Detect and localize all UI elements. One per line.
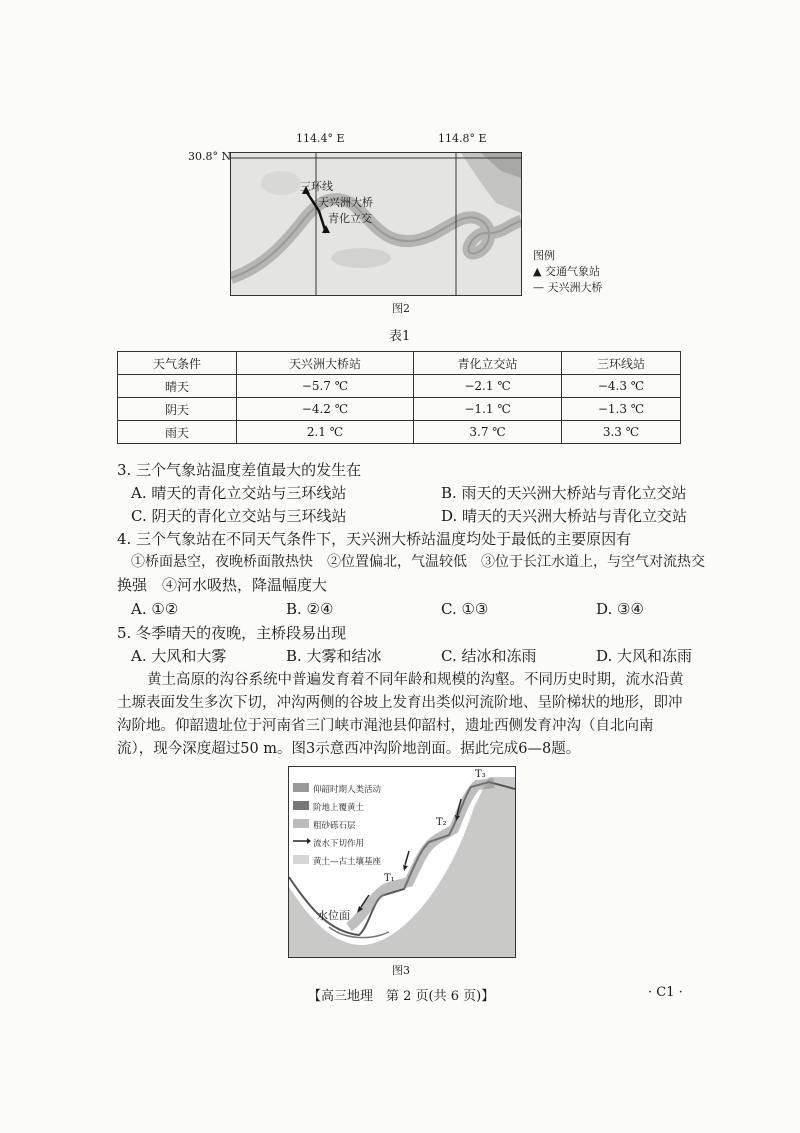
q5-option-b: B. 大雾和结冰 bbox=[286, 647, 382, 665]
q4-option-b: B. ②④ bbox=[286, 600, 334, 618]
table-cell: 阴天 bbox=[118, 398, 237, 421]
terrace-t1-label: T₁ bbox=[384, 873, 395, 884]
q5-option-d: D. 大风和冻雨 bbox=[596, 647, 693, 665]
table-cell: −1.3 ℃ bbox=[562, 398, 681, 421]
lon-label-2: 114.8° E bbox=[438, 132, 487, 145]
q5-stem: 5. 冬季晴天的夜晚，主桥段易出现 bbox=[117, 624, 347, 642]
table-row bbox=[118, 421, 681, 444]
table-cell: 晴天 bbox=[118, 375, 237, 398]
table-cell: −2.1 ℃ bbox=[414, 375, 562, 398]
figure2-legend bbox=[533, 248, 603, 296]
passage-text: 黄土高原的沟谷系统中普遍发育着不同年龄和规模的沟壑。不同历史时期，流水沿黄土塬表面发生多次下切，冲沟两侧的谷坡上发育出类似河流阶地、呈阶梯状的地形，即冲沟阶地。仰韶遗址位于河南省三门峡市渑池县仰韶村，遗址西侧发育冲沟（自北向南流），现今深度超过50 m。图3示意西冲沟阶地剖面。据此完成6—8题。 bbox=[117, 672, 684, 757]
legend-item: 仰韶时期人类活动 bbox=[313, 785, 382, 795]
figure3-legend bbox=[313, 781, 381, 871]
label-qinghua: 青化立交 bbox=[328, 212, 372, 225]
table-header-cell: 天兴洲大桥站 bbox=[236, 352, 413, 375]
label-tianxingzhou: 天兴洲大桥 bbox=[318, 196, 373, 209]
q4-option-d: D. ③④ bbox=[596, 600, 644, 618]
triangle-icon: ▲ bbox=[533, 265, 542, 278]
q4-line1: ①桥面悬空，夜晚桥面散热快 ②位置偏北，气温较低 ③位于长江水道上，与空气对流热交 bbox=[131, 554, 705, 570]
legend-item: 阶地上覆黄土 bbox=[313, 803, 365, 813]
q4-option-c: C. ①③ bbox=[441, 600, 489, 618]
table-header-row bbox=[118, 352, 681, 375]
legend-bridge-label: 天兴洲大桥 bbox=[547, 281, 603, 294]
q3-option-c: C. 阴天的青化立交站与三环线站 bbox=[131, 507, 347, 525]
table-header-cell: 青化立交站 bbox=[414, 352, 562, 375]
q4-option-a: A. ①② bbox=[131, 600, 179, 618]
table-cell: −4.2 ℃ bbox=[236, 398, 413, 421]
page-code: · C1 · bbox=[648, 985, 683, 1000]
q3-option-a: A. 晴天的青化立交站与三环线站 bbox=[131, 484, 347, 502]
table-cell: 2.1 ℃ bbox=[236, 421, 413, 444]
lon-label-1: 114.4° E bbox=[296, 132, 345, 145]
map-terrain bbox=[231, 153, 521, 295]
legend-item: 流水下切作用 bbox=[313, 839, 365, 849]
weather-table bbox=[117, 351, 681, 444]
table-row bbox=[118, 398, 681, 421]
figure3-caption: 图3 bbox=[392, 964, 410, 977]
table-header-cell: 三环线站 bbox=[562, 352, 681, 375]
water-level-label: 水位面 bbox=[317, 909, 350, 922]
q4-stem: 4. 三个气象站在不同天气条件下，天兴洲大桥站温度均处于最低的主要原因有 bbox=[117, 530, 632, 548]
legend-station-label: 交通气象站 bbox=[544, 265, 600, 278]
table-cell: 3.7 ℃ bbox=[414, 421, 562, 444]
legend-item: 黄土—古土壤基座 bbox=[313, 857, 382, 867]
table-cell: 雨天 bbox=[118, 421, 237, 444]
label-sanhuan: 三环线 bbox=[300, 180, 333, 193]
q5-option-c: C. 结冰和冻雨 bbox=[441, 647, 537, 665]
q3-option-b: B. 雨天的天兴洲大桥站与青化立交站 bbox=[441, 484, 687, 502]
q3-stem: 3. 三个气象站温度差值最大的发生在 bbox=[117, 461, 362, 479]
legend-station-row bbox=[533, 264, 603, 280]
terrace-t3-label: T₃ bbox=[475, 769, 486, 780]
lat-label: 30.8° N bbox=[188, 150, 232, 163]
table-cell: −1.1 ℃ bbox=[414, 398, 562, 421]
figure3-diagram bbox=[288, 766, 516, 958]
terrace-t2-label: T₂ bbox=[436, 817, 447, 828]
table1-title: 表1 bbox=[389, 329, 411, 344]
table-row bbox=[118, 375, 681, 398]
figure2-caption: 图2 bbox=[392, 302, 410, 315]
legend-title: 图例 bbox=[533, 249, 555, 262]
figure2-map bbox=[230, 152, 522, 296]
table-header-cell: 天气条件 bbox=[118, 352, 237, 375]
table-cell: 3.3 ℃ bbox=[562, 421, 681, 444]
q3-option-d: D. 晴天的天兴洲大桥站与青化立交站 bbox=[441, 507, 688, 525]
table-cell: −5.7 ℃ bbox=[236, 375, 413, 398]
table-cell: −4.3 ℃ bbox=[562, 375, 681, 398]
q4-line2: 换强 ④河水吸热，降温幅度大 bbox=[117, 576, 328, 594]
page-footer: 【高三地理 第 2 页(共 6 页)】 bbox=[308, 989, 495, 1004]
legend-bridge-row bbox=[533, 280, 603, 296]
line-icon: — bbox=[533, 281, 544, 294]
q5-option-a: A. 大风和大雾 bbox=[131, 647, 227, 665]
legend-item: 粗砂砾石层 bbox=[313, 821, 356, 831]
